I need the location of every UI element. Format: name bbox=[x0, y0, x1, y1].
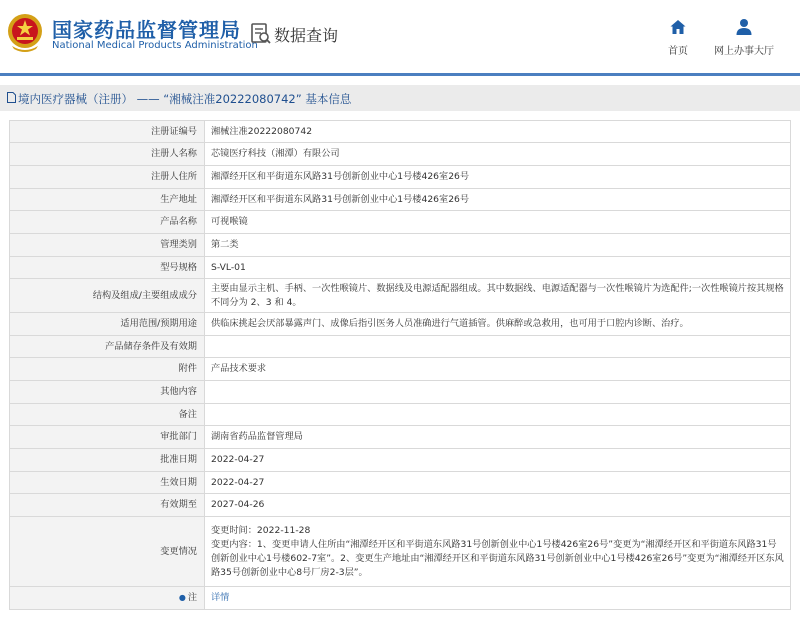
home-icon bbox=[669, 18, 687, 36]
header-divider bbox=[0, 73, 800, 76]
change-content: 变更内容：1、变更申请人住所由“湘潭经开区和平街道东风路31号创新创业中心1号楼426室26号”变更为“湘潭经开区和平街道东风路31号创新创业中心1号楼602-7室”。2、变更生产地址由“湘潭经开区和平街道东风路31号创新创业中心1号楼426室26号”变更为“湘潭经开区东风路35号创新创业中心8号厂房2-3层”。 bbox=[211, 538, 784, 578]
field-label: 适用范围/预期用途 bbox=[10, 313, 205, 336]
change-time: 变更时间：2022-11-28 bbox=[211, 524, 311, 536]
field-value: 产品技术要求 bbox=[205, 358, 791, 381]
table-row bbox=[10, 517, 791, 587]
nav-online-hall-label: 网上办事大厅 bbox=[714, 46, 774, 57]
field-label: 其他内容 bbox=[10, 381, 205, 404]
change-history-value bbox=[205, 517, 791, 587]
field-label: 生产地址 bbox=[10, 189, 205, 211]
field-label: 注册人名称 bbox=[10, 143, 205, 166]
nav-online-hall[interactable] bbox=[704, 18, 784, 57]
field-value: 可视喉镜 bbox=[205, 211, 791, 234]
field-label: 产品储存条件及有效期 bbox=[10, 336, 205, 358]
details-link[interactable]: 详情 bbox=[211, 592, 230, 603]
table-row bbox=[10, 426, 791, 449]
table-row bbox=[10, 472, 791, 494]
table-row bbox=[10, 211, 791, 234]
user-icon bbox=[735, 18, 753, 36]
table-row bbox=[10, 358, 791, 381]
nav-home-label: 首页 bbox=[668, 46, 688, 57]
brand-title-cn: 国家药品监督管理局 bbox=[52, 18, 241, 42]
field-label: 附件 bbox=[10, 358, 205, 381]
field-label: 结构及组成/主要组成成分 bbox=[10, 279, 205, 313]
record-title-bar bbox=[0, 85, 800, 111]
field-value: 第二类 bbox=[205, 234, 791, 257]
brand-title-en: National Medical Products Administration bbox=[52, 40, 258, 51]
field-label: 备注 bbox=[10, 404, 205, 426]
field-label: 注册证编号 bbox=[10, 121, 205, 143]
field-label: 型号规格 bbox=[10, 257, 205, 279]
field-value: 湘潭经开区和平街道东风路31号创新创业中心1号楼426室26号 bbox=[205, 189, 791, 211]
table-row bbox=[10, 313, 791, 336]
table-row bbox=[10, 494, 791, 517]
table-row bbox=[10, 166, 791, 189]
field-label: 审批部门 bbox=[10, 426, 205, 449]
field-value: 2022-04-27 bbox=[205, 472, 791, 494]
field-value: 湖南省药品监督管理局 bbox=[205, 426, 791, 449]
table-row bbox=[10, 336, 791, 358]
field-value: 芯镜医疗科技（湘潭）有限公司 bbox=[205, 143, 791, 166]
field-label: 有效期至 bbox=[10, 494, 205, 517]
table-row bbox=[10, 404, 791, 426]
site-header bbox=[0, 0, 800, 66]
table-row bbox=[10, 234, 791, 257]
field-value bbox=[205, 336, 791, 358]
field-label: 产品名称 bbox=[10, 211, 205, 234]
table-row bbox=[10, 121, 791, 143]
field-value bbox=[205, 381, 791, 404]
pin-icon: ● bbox=[178, 593, 186, 602]
field-label: 注册人住所 bbox=[10, 166, 205, 189]
table-row bbox=[10, 143, 791, 166]
table-row bbox=[10, 381, 791, 404]
field-value: 湘潭经开区和平街道东风路31号创新创业中心1号楼426室26号 bbox=[205, 166, 791, 189]
field-label: 管理类别 bbox=[10, 234, 205, 257]
field-label bbox=[10, 587, 205, 610]
field-value: 2027-04-26 bbox=[205, 494, 791, 517]
table-row bbox=[10, 189, 791, 211]
field-label: 生效日期 bbox=[10, 472, 205, 494]
field-value bbox=[205, 404, 791, 426]
field-value: 主要由显示主机、手柄、一次性喉镜片、数据线及电源适配器组成。其中数据线、电源适配器与一次性喉镜片为选配件;一次性喉镜片按其规格不同分为 2、3 和 4。 bbox=[205, 279, 791, 313]
document-icon bbox=[7, 92, 16, 103]
data-query-icon bbox=[250, 22, 272, 46]
field-value: 供临床挑起会厌部暴露声门、成像后指引医务人员准确进行气道插管。供麻醉或急救用，也可用于口腔内诊断、治疗。 bbox=[205, 313, 791, 336]
table-row bbox=[10, 449, 791, 472]
table-row bbox=[10, 587, 791, 610]
field-value: 2022-04-27 bbox=[205, 449, 791, 472]
table-row bbox=[10, 279, 791, 313]
field-value: 湘械注准20222080742 bbox=[205, 121, 791, 143]
registration-info-table bbox=[9, 120, 791, 610]
national-emblem-icon bbox=[6, 12, 44, 52]
table-row bbox=[10, 257, 791, 279]
field-label: 批准日期 bbox=[10, 449, 205, 472]
field-value bbox=[205, 587, 791, 610]
data-query-label[interactable]: 数据查询 bbox=[274, 26, 339, 45]
field-value: S-VL-01 bbox=[205, 257, 791, 279]
record-title: 境内医疗器械（注册） —— “湘械注准20222080742” 基本信息 bbox=[18, 92, 352, 106]
field-label: 变更情况 bbox=[10, 517, 205, 587]
note-label: 注 bbox=[187, 592, 197, 603]
